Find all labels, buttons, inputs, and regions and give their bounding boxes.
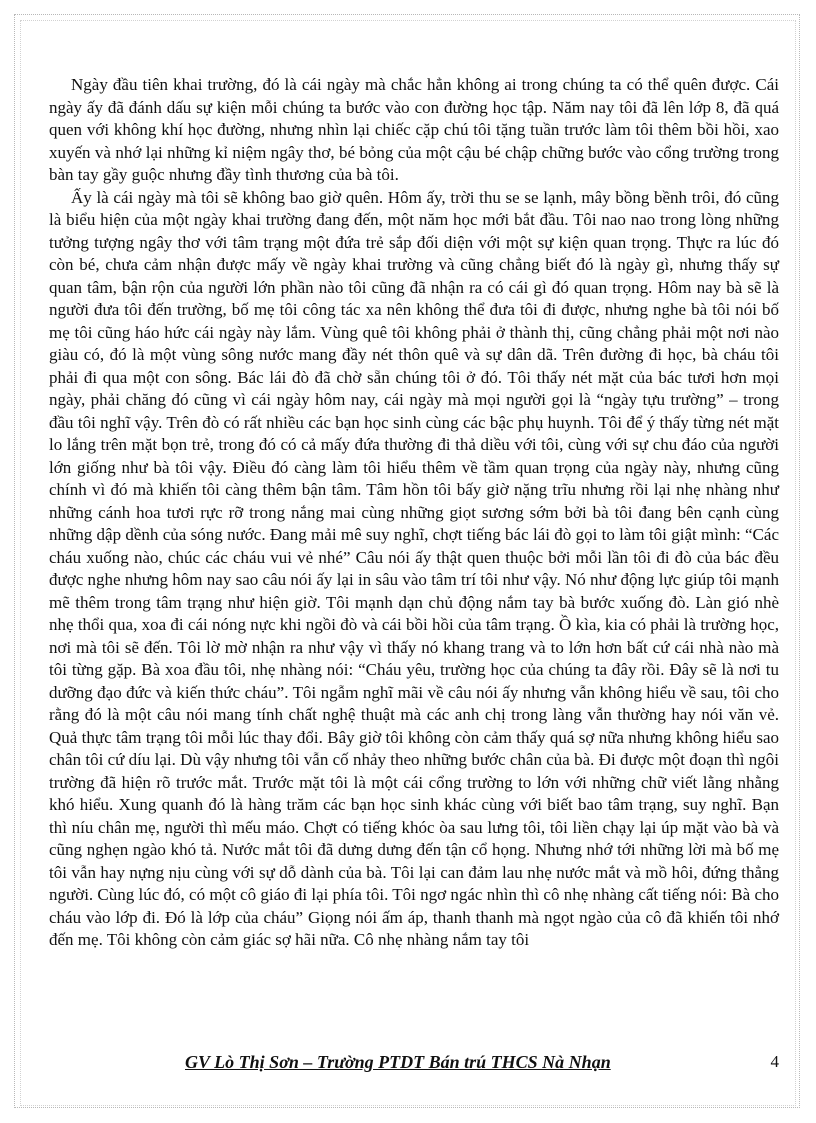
- footer-title: GV Lò Thị Sơn – Trường PTDT Bán trú THCS Nà Nhạn: [185, 1052, 611, 1072]
- page-number: 4: [770, 1052, 779, 1071]
- document-body: [49, 74, 779, 952]
- page-footer: [49, 1049, 779, 1075]
- paragraph-school-day-memory: Ấy là cái ngày mà tôi sẽ không bao giờ quên. Hôm ấy, trời thu se se lạnh, mây bồng bềnh trôi, đó cũng là biểu hiện của một ngày khai trường đang đến, một năm học mới bắt đầu. Tôi nao nao trong lòng những tưởng tượng ngây thơ với tâm trạng một đứa trẻ sắp đối diện với một sự kiện quan trọng. Thực ra lúc đó còn bé, chưa cảm nhận được mấy về ngày khai trường và cũng chẳng biết đó là ngày gì, nhưng thấy sự quan tâm, bận rộn của người lớn phần nào tôi cũng đã nhận ra có cái gì đó quan trọng. Hôm nay bà sẽ là người đưa tôi đến trường, bố mẹ tôi công tác xa nên không thể đưa tôi đi được, nhưng nghe bà tôi nói bố mẹ tôi cũng háo hức cái ngày này lắm. Vùng quê tôi không phải ở thành thị, cũng chẳng phải một nơi nào giàu có, đó là một vùng sông nước mang đầy nét thôn quê và sự dân dã. Trên đường đi học, bà cháu tôi phải đi qua một con sông. Bác lái đò đã chờ sẵn chúng tôi ở đó. Tôi thấy nét mặt của bác tươi hơn mọi ngày, phải chăng đó cũng vì cái ngày hôm nay, cái ngày mà mọi người gọi là “ngày tựu trường” – trong đầu tôi nghĩ vậy. Trên đò có rất nhiều các bạn học sinh cùng các bậc phụ huynh. Tôi để ý thấy từng nét mặt lo lắng trên mặt bọn trẻ, trong đó có cả mấy đứa thường đi thả diều với tôi, cùng với sự chu đáo của người lớn giống như bà tôi vậy. Điều đó càng làm tôi hiểu thêm về tầm quan trọng của ngày này, nhưng cũng chính vì đó mà khiến tôi càng thêm bận tâm. Tâm hồn tôi bấy giờ nặng trĩu nhưng rồi lại nhẹ nhàng như những cánh hoa tươi rực rỡ trong nắng mai cùng những giọt sương sớm bởi bà tôi đang bên cạnh cùng những dập dềnh của sóng nước. Đang mải mê suy nghĩ, chợt tiếng bác lái đò gọi to làm tôi giật mình: “Các cháu xuống nào, chúc các cháu vui vẻ nhé” Câu nói ấy thật quen thuộc bởi mỗi lần tôi đi đò của bác đều được nghe nhưng hôm nay sao câu nói ấy lại in sâu vào tâm trí tôi như vậy. Nó như động lực giúp tôi mạnh mẽ thêm trong tâm trạng như hiện giờ. Tôi mạnh dạn chủ động nắm tay bà bước xuống đò. Làn gió nhè nhẹ thổi qua, xoa đi cái nóng nực khi ngồi đò và cái bồi hồi của tâm trạng. Ồ kìa, kia có phải là trường học, nơi mà tôi sẽ đến. Tôi lờ mờ nhận ra như vậy vì thấy nó khang trang và to lớn hơn bất cứ cái nhà nào mà tôi từng gặp. Bà xoa đầu tôi, nhẹ nhàng nói: “Cháu yêu, trường học của chúng ta đây rồi. Đây sẽ là nơi tu dưỡng đạo đức và kiến thức cháu”. Tôi ngẫm nghĩ mãi về câu nói ấy nhưng vẫn không hiểu về sau, tôi cho rằng đó là một câu nói mang tính chất nghệ thuật mà các anh chị trong làng vẫn thường hay nói văn vẻ. Quả thực tâm trạng tôi mỗi lúc thay đổi. Bây giờ tôi không còn cảm thấy quá sợ nữa nhưng không hiểu sao chân tôi cứ díu lại. Dù vậy nhưng tôi vẫn cố nhảy theo những bước chân của bà. Đi được một đoạn thì ngôi trường đã hiện rõ trước mắt. Trước mặt tôi là một cái cổng trường to lớn với những chữ viết lằng nhằng khó hiểu. Xung quanh đó là hàng trăm các bạn học sinh khác cùng với biết bao tâm trạng, suy nghĩ. Bạn thì níu chân mẹ, người thì mếu máo. Chợt có tiếng khóc òa sau lưng tôi, tôi liền chạy lại úp mặt vào bà và cũng nghẹn ngào khó tả. Nước mắt tôi đã dưng dưng đến tận cổ họng. Nhưng nhớ tới những lời mà bố mẹ tôi vẫn hay nựng nịu cùng với sự dỗ dành của bà. Tôi lại can đảm lau nhẹ nước mắt và mồ hôi, đứng thẳng người. Cùng lúc đó, có một cô giáo đi lại phía tôi. Tôi ngơ ngác nhìn thì cô nhẹ nhàng cất tiếng nói: Bà cho cháu vào lớp đi. Đó là lớp của cháu” Giọng nói ấm áp, thanh thanh mà ngọt ngào của cô đã khiến tôi nhớ đến mẹ. Tôi không còn cảm giác sợ hãi nữa. Cô nhẹ nhàng nắm tay tôi: [49, 187, 779, 949]
- paragraph-school-day-intro: Ngày đầu tiên khai trường, đó là cái ngày mà chắc hẳn không ai trong chúng ta có thể quên được. Cái ngày ấy đã đánh dấu sự kiện mỗi chúng ta bước vào con đường học tập. Năm nay tôi đã lên lớp 8, đã quá quen với không khí học đường, nhưng nhìn lại chiếc cặp chú tôi tặng tuần trước làm tôi thêm bồi hồi, xao xuyến và nhớ lại những kỉ niệm ngây thơ, bé bỏng của một cậu bé chập chững bước vào cổng trường trong bàn tay gầy guộc nhưng đầy tình thương của bà tôi.: [49, 75, 779, 184]
